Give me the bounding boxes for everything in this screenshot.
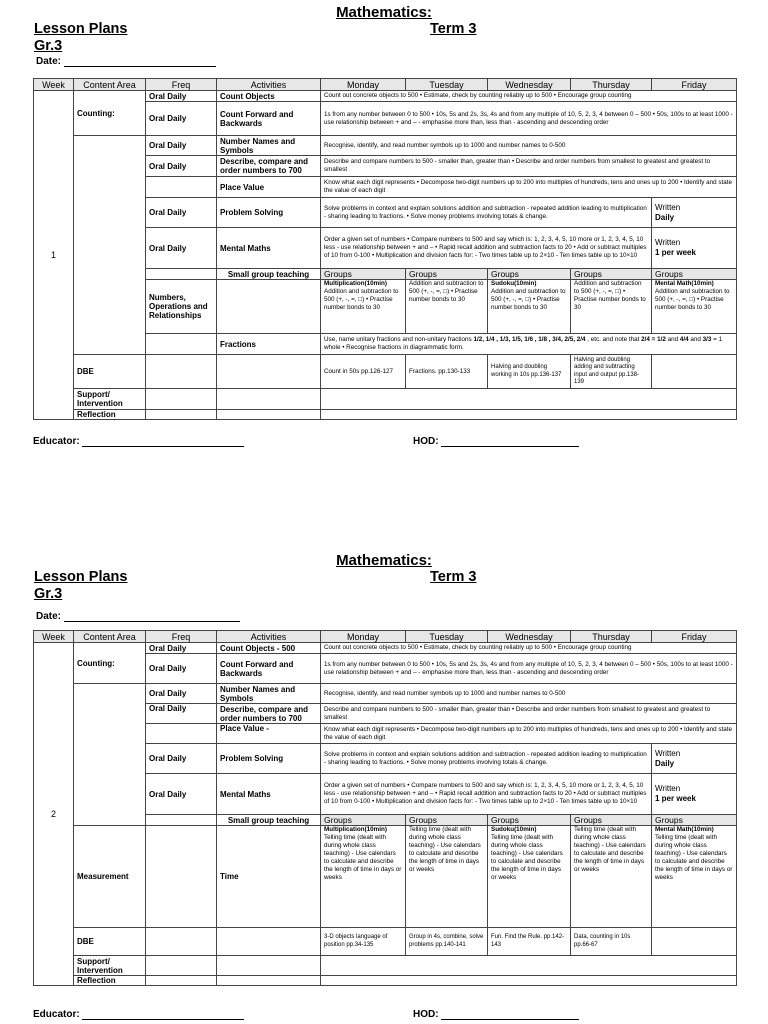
freq-cell-empty — [146, 177, 217, 198]
activity-empty — [217, 410, 321, 420]
freq-cell: Oral Daily — [146, 156, 217, 177]
activity-detail: Count out concrete objects to 500 • Estimate, check by counting reliably up to 500 • Encourage group counting — [321, 643, 737, 654]
freq-cell-empty — [146, 269, 217, 280]
activity-describe-compare: Describe, compare and order numbers to 700 — [217, 704, 321, 724]
content-area-reflection: Reflection — [74, 976, 146, 986]
content-area-dbe: DBE — [74, 355, 146, 389]
activity-detail: Solve problems in context and explain solutions addition and subtraction - repeated addition leading to multiplication - sharing leading to fractions. • Solve money problems involving totals & change. — [321, 744, 652, 774]
group-wednesday — [488, 826, 571, 928]
friday-written — [652, 228, 737, 269]
dbe-tuesday: Fractions. pp.130-133 — [406, 355, 488, 389]
activity-detail: Recognise, identify, and read number symbols up to 1000 and number names to 0-500 — [321, 136, 737, 156]
groups-monday: Groups — [321, 269, 406, 280]
table-row — [34, 826, 737, 928]
table-row — [34, 136, 737, 156]
hod-signature — [413, 436, 579, 447]
freq-cell-empty — [146, 956, 217, 976]
date-label: Date: — [36, 56, 62, 67]
table-row — [34, 643, 737, 654]
header-monday: Monday — [321, 631, 406, 643]
group-title: Sudoku(10min) — [491, 826, 537, 833]
friday-written — [652, 774, 737, 815]
groups-thursday: Groups — [571, 269, 652, 280]
fractions-text: and — [688, 336, 703, 343]
activity-detail: Know what each digit represents • Decompose two-digit numbers up to 200 into multiples of hundreds, tens and ones up to 200 • Identify and state the value of each digit — [321, 177, 737, 198]
activity-number-names: Number Names and Symbols — [217, 684, 321, 704]
activity-describe-compare: Describe, compare and order numbers to 700 — [217, 156, 321, 177]
freq-cell: Oral Daily — [146, 228, 217, 269]
fractions-text: and — [665, 336, 680, 343]
lesson-plans-heading — [34, 21, 127, 55]
date-field — [36, 611, 240, 622]
freq-cell-empty — [146, 389, 217, 410]
freq-cell-empty — [146, 928, 217, 956]
hod-signature — [413, 1009, 579, 1020]
support-cell — [321, 956, 737, 976]
content-area-dbe: DBE — [74, 928, 146, 956]
group-tuesday: Telling time (dealt with during whole class teaching) - Use calendars to calculate and describe the length of time in days or weeks — [406, 826, 488, 928]
activity-detail — [321, 334, 737, 355]
group-title: Multiplication(10min) — [324, 826, 387, 833]
lesson-plans-heading — [34, 569, 127, 603]
activity-detail: Solve problems in context and explain solutions addition and subtraction - repeated addition leading to multiplication - sharing leading to fractions. • Solve money problems involving totals & change. — [321, 198, 652, 228]
header-freq: Freq — [146, 79, 217, 91]
activity-mental-maths: Mental Maths — [217, 228, 321, 269]
activity-detail: Describe and compare numbers to 500 - smaller than, greater than • Describe and order numbers from smallest to greatest and greatest to smallest — [321, 704, 737, 724]
lesson-plans-label: Lesson Plans — [34, 21, 128, 37]
freq-cell: Oral Daily — [146, 643, 217, 654]
freq-cell-empty — [146, 410, 217, 420]
table-row — [34, 956, 737, 976]
fractions-equation: 4/4 — [679, 336, 689, 343]
header-activities: Activities — [217, 631, 321, 643]
header-wednesday: Wednesday — [488, 79, 571, 91]
groups-monday: Groups — [321, 815, 406, 826]
content-area-reflection: Reflection — [74, 410, 146, 420]
freq-cell: Oral Daily — [146, 102, 217, 136]
fractions-equation: 2/4 = 1/2 — [641, 336, 666, 343]
group-tuesday: Addition and subtraction to 500 (+, -, =, □) • Practise number bonds to 30 — [406, 280, 488, 334]
activity-detail: Order a given set of numbers • Compare numbers to 500 and say which is: 1, 2, 3, 4, 5, 10 more or 1, 2, 3, 4, 5, 10 less - use relationship between + and – • Rapid recall addition and subtraction facts to 20 • Add or subtract multiples of 10 from 0-100 • Multiplication and division facts for: - Two times table up to 2×10 - Ten times table up to 10×10 — [321, 228, 652, 269]
dbe-wednesday: Halving and doubling working in 10s pp.136-137 — [488, 355, 571, 389]
activity-detail: Know what each digit represents • Decompose two-digit numbers up to 200 into multiples of hundreds, tens and ones up to 200 • Identify and state the value of each digit — [321, 724, 737, 744]
activity-small-group: Small group teaching — [217, 269, 321, 280]
group-text: Telling time (dealt with during whole class teaching) - Use calendars to calculate and describe the length of time in days or weeks — [324, 834, 402, 881]
per-week-label: 1 per week — [655, 794, 696, 803]
activity-mental-maths: Mental Maths — [217, 774, 321, 815]
dbe-thursday: Halving and doubling adding and subtracting input and output pp.138-139 — [571, 355, 652, 389]
table-row — [34, 91, 737, 102]
freq-cell: Oral Daily — [146, 744, 217, 774]
activity-detail: Order a given set of numbers • Compare numbers to 500 and say which is: 1, 2, 3, 4, 5, 10 more or 1, 2, 3, 4, 5, 10 less - use relationship between + and – • Rapid recall addition and subtraction facts to 20 • Add or subtract multiples of 10 from 0-100 • Multiplication and division facts for: - Two times table up to 2×10 - Ten times table up to 10×10 — [321, 774, 652, 815]
activity-place-value: Place Value — [217, 177, 321, 198]
group-text: Addition and subtraction to 500 (+, -, =, □) • Practise number bonds to 30 — [655, 288, 730, 311]
header-tuesday: Tuesday — [406, 631, 488, 643]
table-row — [34, 684, 737, 704]
date-field — [36, 56, 216, 67]
groups-friday: Groups — [652, 815, 737, 826]
header-content-area: Content Area — [74, 79, 146, 91]
date-label: Date: — [36, 611, 62, 622]
freq-cell-empty — [146, 355, 217, 389]
group-text: Telling time (dealt with during whole class teaching) - Use calendars to calculate and describe the length of time in days or weeks — [491, 834, 563, 881]
groups-wednesday: Groups — [488, 269, 571, 280]
content-area-empty — [74, 684, 146, 826]
date-line — [64, 612, 240, 622]
reflection-cell — [321, 976, 737, 986]
daily-label: Daily — [655, 212, 675, 222]
reflection-cell — [321, 410, 737, 420]
activity-time: Time — [217, 826, 321, 928]
activity-place-value: Place Value - — [217, 724, 321, 744]
activity-count-objects: Count Objects - 500 — [217, 643, 321, 654]
dbe-thursday: Data, counting in 10s pp.66-67 — [571, 928, 652, 956]
activity-empty — [217, 280, 321, 334]
groups-thursday: Groups — [571, 815, 652, 826]
content-area-numbers: Numbers, Operations and Relationships — [146, 280, 217, 334]
activity-empty — [217, 976, 321, 986]
table-header-row — [34, 79, 737, 91]
freq-cell-empty — [146, 976, 217, 986]
activity-empty — [217, 355, 321, 389]
group-thursday: Telling time (dealt with during whole class teaching) - Use calendars to calculate and describe the length of time in days or weeks — [571, 826, 652, 928]
fractions-text: , etc. and note that — [585, 336, 642, 343]
table-row — [34, 976, 737, 986]
lesson-plan-table — [33, 78, 737, 420]
educator-line — [82, 1010, 244, 1020]
dbe-wednesday: Fun. Find the Rule. pp.142-143 — [488, 928, 571, 956]
freq-cell-empty — [146, 724, 217, 744]
term-label: Term 3 — [430, 569, 477, 585]
group-monday — [321, 280, 406, 334]
content-area-measurement: Measurement — [74, 826, 146, 928]
activity-small-group: Small group teaching — [217, 815, 321, 826]
group-thursday: Addition and subtraction to 500 (+, -, =, □) • Practise number bonds to 30 — [571, 280, 652, 334]
dbe-monday: 3-D objects language of position pp.34-135 — [321, 928, 406, 956]
content-area-empty — [74, 136, 146, 355]
dbe-tuesday: Group in 4s, combine, solve problems pp.140-141 — [406, 928, 488, 956]
header-freq: Freq — [146, 631, 217, 643]
groups-tuesday: Groups — [406, 815, 488, 826]
table-row — [34, 355, 737, 389]
header-monday: Monday — [321, 79, 406, 91]
header-wednesday: Wednesday — [488, 631, 571, 643]
header-week: Week — [34, 79, 74, 91]
group-friday — [652, 826, 737, 928]
header-friday: Friday — [652, 79, 737, 91]
hod-line — [441, 1010, 579, 1020]
group-title: Mental Math(10min) — [655, 826, 714, 833]
header-thursday: Thursday — [571, 631, 652, 643]
group-monday — [321, 826, 406, 928]
activity-detail: 1s from any number between 0 to 500 • 10s, 5s and 2s, 3s, 4s and from any multiple of 10, 5, 2, 3, 4 between 0 – 500 • 50s, 100s to at least 1000 - use relationship between + and – - emphasise more than, less than - ascending and descending order — [321, 654, 737, 684]
freq-cell: Oral Daily — [146, 774, 217, 815]
activity-fractions: Fractions — [217, 334, 321, 355]
activity-detail: Count out concrete objects to 500 • Estimate, check by counting reliably up to 500 • Encourage group counting — [321, 91, 737, 102]
table-header-row — [34, 631, 737, 643]
written-label: Written — [655, 202, 681, 212]
hod-label: HOD: — [413, 436, 439, 447]
header-tuesday: Tuesday — [406, 79, 488, 91]
content-area-support: Support/ Intervention — [74, 389, 146, 410]
freq-cell: Oral Daily — [146, 654, 217, 684]
freq-cell: Oral Daily — [146, 198, 217, 228]
lesson-plans-label: Lesson Plans — [34, 569, 128, 585]
friday-written — [652, 744, 737, 774]
educator-label: Educator: — [33, 1009, 80, 1020]
date-line — [64, 57, 216, 67]
activity-detail: Recognise, identify, and read number symbols up to 1000 and number names to 0-500 — [321, 684, 737, 704]
educator-signature — [33, 436, 244, 447]
groups-friday: Groups — [652, 269, 737, 280]
activity-empty — [217, 389, 321, 410]
activity-problem-solving: Problem Solving — [217, 198, 321, 228]
daily-label: Daily — [655, 758, 675, 768]
activity-problem-solving: Problem Solving — [217, 744, 321, 774]
group-wednesday — [488, 280, 571, 334]
page-title: Mathematics: — [336, 4, 432, 21]
header-friday: Friday — [652, 631, 737, 643]
group-text: Addition and subtraction to 500 (+, -, =, □) • Practise number bonds to 30 — [491, 288, 566, 311]
header-activities: Activities — [217, 79, 321, 91]
grade-label: Gr.3 — [34, 38, 63, 54]
freq-cell: Oral Daily — [146, 91, 217, 102]
activity-empty — [217, 956, 321, 976]
header-week: Week — [34, 631, 74, 643]
freq-cell: Oral Daily — [146, 684, 217, 704]
dbe-friday — [652, 928, 737, 956]
written-label: Written — [655, 784, 681, 793]
friday-written — [652, 198, 737, 228]
activity-number-names: Number Names and Symbols — [217, 136, 321, 156]
group-text: Telling time (dealt with during whole class teaching) - Use calendars to calculate and describe the length of time in days or weeks — [655, 834, 733, 881]
content-area-support: Support/ Intervention — [74, 956, 146, 976]
header-content-area: Content Area — [74, 631, 146, 643]
activity-detail: 1s from any number between 0 to 500 • 10s, 5s and 2s, 3s, 4s and from any multiple of 10, 5, 2, 3, 4 between 0 – 500 • 50s, 100s to at least 1000 - use relationship between + and – - emphasise more than, less than - ascending and descending order — [321, 102, 737, 136]
hod-line — [441, 437, 579, 447]
educator-line — [82, 437, 244, 447]
fractions-equation: 3/3 — [702, 336, 712, 343]
content-area-counting: Counting: — [74, 643, 146, 684]
activity-empty — [217, 928, 321, 956]
table-row — [34, 389, 737, 410]
fractions-text: = 1 whole • Recognise fractions in diagrammatic form. — [324, 336, 723, 351]
header-thursday: Thursday — [571, 79, 652, 91]
dbe-monday: Count in 50s pp.126-127 — [321, 355, 406, 389]
freq-cell-empty — [146, 334, 217, 355]
support-cell — [321, 389, 737, 410]
freq-cell-empty — [146, 826, 217, 928]
educator-label: Educator: — [33, 436, 80, 447]
grade-label: Gr.3 — [34, 586, 63, 602]
content-area-counting: Counting: — [74, 91, 146, 136]
lesson-plan-table — [33, 630, 737, 986]
groups-wednesday: Groups — [488, 815, 571, 826]
fractions-list: 1/2, 1/4 , 1/3, 1/5, 1/6 , 1/8 , 3/4, 2/5, 2/4 — [473, 336, 586, 343]
group-friday — [652, 280, 737, 334]
table-row — [34, 928, 737, 956]
group-title: Sudoku(10min) — [491, 280, 537, 287]
group-title: Mental Math(10min) — [655, 280, 714, 287]
dbe-friday — [652, 355, 737, 389]
written-label: Written — [655, 238, 681, 247]
group-title: Multiplication(10min) — [324, 280, 387, 287]
page-title: Mathematics: — [336, 552, 432, 569]
hod-label: HOD: — [413, 1009, 439, 1020]
activity-count-objects: Count Objects — [217, 91, 321, 102]
table-row — [34, 410, 737, 420]
activity-count-forward-backwards: Count Forward and Backwards — [217, 654, 321, 684]
group-text: Addition and subtraction to 500 (+, -, =, □) • Practise number bonds to 30 — [324, 288, 399, 311]
groups-tuesday: Groups — [406, 269, 488, 280]
written-label: Written — [655, 748, 681, 758]
week-number: 1 — [34, 91, 74, 420]
freq-cell: Oral Daily — [146, 704, 217, 724]
week-number: 2 — [34, 643, 74, 986]
fractions-text: Use, name unitary fractions and non-unitary fractions — [324, 336, 474, 343]
educator-signature — [33, 1009, 244, 1020]
activity-count-forward-backwards: Count Forward and Backwards — [217, 102, 321, 136]
freq-cell: Oral Daily — [146, 136, 217, 156]
freq-cell-empty — [146, 815, 217, 826]
activity-detail: Describe and compare numbers to 500 - smaller than, greater than • Describe and order numbers from smallest to greatest and greatest to smallest — [321, 156, 737, 177]
term-label: Term 3 — [430, 21, 477, 37]
per-week-label: 1 per week — [655, 248, 696, 257]
